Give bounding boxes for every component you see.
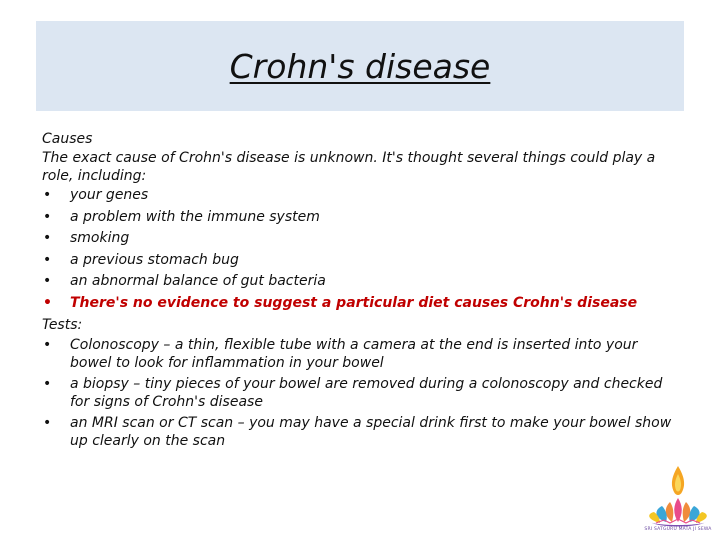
bullet-icon: • <box>43 337 52 354</box>
bullet-icon: • <box>43 415 52 432</box>
test-text: an MRI scan or CT scan – you may have a special drink first to make your bowel show up clearly on the scan <box>70 415 672 450</box>
logo-caption: SRI SATGURU MATA JI SEWA <box>644 527 712 532</box>
bullet-icon: • <box>43 187 52 203</box>
list-item <box>42 271 682 293</box>
tests-list <box>42 336 682 450</box>
test-text: a biopsy – tiny pieces of your bowel are removed during a colonoscopy and checked for signs of Crohn's disease <box>70 376 663 411</box>
list-item-highlight <box>42 293 682 315</box>
cause-text: smoking <box>70 230 130 247</box>
bullet-icon: • <box>43 208 52 225</box>
list-item <box>42 336 682 372</box>
slide-body <box>42 129 682 453</box>
list-item <box>42 207 682 229</box>
list-item <box>42 228 682 250</box>
list-item <box>42 375 682 411</box>
list-item <box>42 185 682 207</box>
bullet-icon: • <box>43 294 52 311</box>
tests-heading: Tests: <box>42 316 83 333</box>
cause-text: a problem with the immune system <box>70 208 320 225</box>
slide-title: Crohn's disease <box>229 46 491 86</box>
test-text: Colonoscopy – a thin, flexible tube with a camera at the end is inserted into your bowel to look for inflammation in your bowel <box>70 337 638 372</box>
bullet-icon: • <box>43 251 52 268</box>
bullet-icon: • <box>43 273 52 290</box>
cause-text: an abnormal balance of gut bacteria <box>70 273 326 290</box>
bullet-icon: • <box>43 230 52 247</box>
causes-heading: Causes <box>42 131 93 147</box>
cause-text: a previous stomach bug <box>70 251 239 268</box>
title-band <box>36 21 684 111</box>
cause-text: your genes <box>70 187 149 203</box>
list-item <box>42 414 682 450</box>
list-item <box>42 250 682 272</box>
bullet-icon: • <box>43 376 52 393</box>
causes-intro: The exact cause of Crohn's disease is unknown. It's thought several things could play a role, including: <box>42 150 656 184</box>
causes-list <box>42 185 682 315</box>
highlight-text: There's no evidence to suggest a particular diet causes Crohn's disease <box>70 294 638 311</box>
